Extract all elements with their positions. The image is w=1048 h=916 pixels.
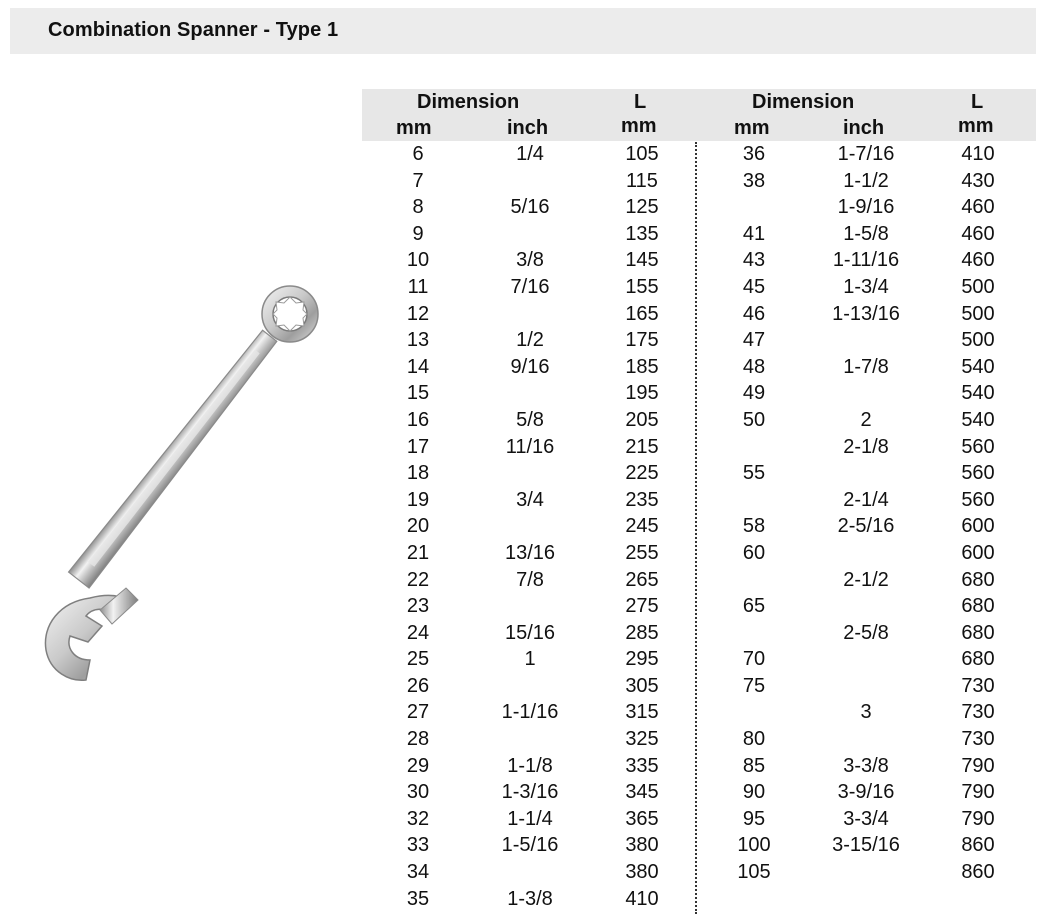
- table-row: [698, 673, 1038, 700]
- size-table-left: [362, 89, 702, 912]
- length-cell: 860: [961, 861, 995, 884]
- mm-cell: 23: [406, 595, 430, 618]
- mm-cell: 48: [742, 355, 766, 378]
- length-cell: 145: [625, 249, 659, 272]
- mm-cell: 58: [742, 515, 766, 538]
- inch-cell: 15/16: [504, 621, 556, 644]
- table-row: [362, 859, 702, 886]
- table-row: [362, 593, 702, 620]
- table-body: [698, 141, 1038, 886]
- table-row: [698, 274, 1038, 301]
- length-cell: 115: [626, 169, 658, 192]
- inch-cell: 1-13/16: [832, 302, 900, 325]
- inch-cell: 13/16: [504, 541, 556, 564]
- mm-cell: 15: [406, 382, 430, 405]
- table-row: [362, 327, 702, 354]
- mm-cell: 45: [742, 275, 766, 298]
- mm-cell: 43: [742, 249, 766, 272]
- mm-cell: 17: [406, 435, 430, 458]
- inch-cell: 1-3/16: [501, 781, 559, 804]
- mm-cell: 65: [742, 595, 766, 618]
- length-cell: 560: [961, 462, 995, 485]
- length-cell: 680: [961, 621, 995, 644]
- table-row: [362, 567, 702, 594]
- inch-cell: 1-5/16: [501, 834, 559, 857]
- table-row: [362, 673, 702, 700]
- length-cell: 380: [625, 861, 659, 884]
- length-cell: 460: [961, 249, 995, 272]
- mm-cell: 14: [406, 355, 430, 378]
- length-cell: 325: [625, 728, 659, 751]
- inch-cell: 2: [860, 408, 872, 431]
- dimension-header: Dimension: [752, 91, 855, 113]
- length-cell: 790: [961, 754, 995, 777]
- table-row: [698, 194, 1038, 221]
- mm-cell: 38: [742, 169, 766, 192]
- length-cell: 205: [625, 408, 659, 431]
- mm-cell: 6: [412, 143, 424, 165]
- inch-header: inch: [843, 117, 885, 139]
- mm-cell: 46: [742, 302, 766, 325]
- length-cell: 410: [961, 143, 995, 165]
- inch-cell: 1/2: [516, 329, 544, 352]
- dimension-header: Dimension: [417, 91, 520, 113]
- length-cell: 730: [961, 674, 995, 697]
- table-row: [362, 168, 702, 195]
- inch-cell: 3-9/16: [837, 781, 895, 804]
- length-cell: 680: [961, 595, 995, 618]
- mm-cell: 28: [406, 728, 430, 751]
- length-unit-header: mm: [621, 115, 657, 137]
- table-row: [698, 567, 1038, 594]
- length-cell: 500: [961, 302, 995, 325]
- mm-cell: 20: [406, 515, 430, 538]
- table-row: [698, 726, 1038, 753]
- table-row: [698, 141, 1038, 168]
- mm-cell: 34: [406, 861, 430, 884]
- table-row: [362, 699, 702, 726]
- length-cell: 235: [625, 488, 659, 511]
- mm-cell: 29: [406, 754, 430, 777]
- table-row: [698, 806, 1038, 833]
- length-cell: 365: [625, 807, 659, 830]
- table-row: [698, 407, 1038, 434]
- table-body: [362, 141, 702, 912]
- table-row: [362, 753, 702, 780]
- length-cell: 500: [961, 275, 995, 298]
- inch-cell: 1-5/8: [843, 222, 889, 245]
- mm-cell: 85: [742, 754, 766, 777]
- table-row: [362, 513, 702, 540]
- mm-cell: 13: [406, 329, 430, 352]
- mm-cell: 100: [737, 834, 771, 857]
- table-row: [362, 540, 702, 567]
- length-cell: 680: [961, 648, 995, 671]
- mm-cell: 24: [406, 621, 430, 644]
- length-cell: 105: [625, 143, 659, 165]
- length-cell: 730: [961, 728, 995, 751]
- inch-cell: 1-1/8: [507, 754, 553, 777]
- inch-header: inch: [507, 117, 549, 139]
- mm-header: mm: [396, 117, 432, 139]
- inch-cell: 3/4: [516, 488, 544, 511]
- inch-cell: 2-1/4: [843, 488, 889, 511]
- length-cell: 165: [625, 302, 659, 325]
- table-row: [698, 460, 1038, 487]
- mm-cell: 60: [742, 541, 766, 564]
- length-cell: 430: [961, 169, 995, 192]
- length-cell: 790: [961, 781, 995, 804]
- length-cell: 125: [625, 196, 659, 219]
- mm-cell: 47: [742, 329, 766, 352]
- inch-cell: 2-5/16: [837, 515, 895, 538]
- inch-cell: 1-1/16: [501, 701, 559, 724]
- mm-header: mm: [734, 117, 770, 139]
- length-cell: 730: [961, 701, 995, 724]
- length-cell: 345: [625, 781, 659, 804]
- length-cell: 295: [625, 648, 659, 671]
- mm-cell: 32: [406, 807, 430, 830]
- length-cell: 560: [961, 435, 995, 458]
- length-cell: 185: [625, 355, 659, 378]
- length-unit-header: mm: [958, 115, 994, 137]
- length-header: L: [634, 91, 647, 113]
- table-row: [698, 487, 1038, 514]
- table-row: [698, 434, 1038, 461]
- inch-cell: 2-1/2: [843, 568, 889, 591]
- length-cell: 600: [961, 515, 995, 538]
- length-cell: 175: [625, 329, 659, 352]
- table-row: [362, 141, 702, 168]
- mm-cell: 95: [742, 807, 766, 830]
- mm-cell: 36: [742, 143, 766, 165]
- inch-cell: 9/16: [510, 355, 550, 378]
- length-cell: 500: [961, 329, 995, 352]
- length-cell: 790: [961, 807, 995, 830]
- table-row: [698, 540, 1038, 567]
- table-row: [698, 753, 1038, 780]
- inch-cell: 1-3/8: [507, 887, 553, 910]
- mm-cell: 90: [742, 781, 766, 804]
- inch-cell: 5/8: [516, 408, 544, 431]
- table-row: [698, 699, 1038, 726]
- mm-cell: 55: [742, 462, 766, 485]
- inch-cell: 3-3/8: [843, 754, 889, 777]
- inch-cell: 1-7/16: [837, 143, 895, 165]
- table-row: [698, 301, 1038, 328]
- length-cell: 305: [625, 674, 659, 697]
- mm-cell: 80: [742, 728, 766, 751]
- inch-cell: 7/16: [510, 275, 550, 298]
- length-cell: 275: [625, 595, 659, 618]
- table-row: [362, 301, 702, 328]
- table-row: [362, 886, 702, 913]
- length-cell: 195: [625, 382, 659, 405]
- table-row: [362, 407, 702, 434]
- inch-cell: 2-1/8: [843, 435, 889, 458]
- mm-cell: 25: [406, 648, 430, 671]
- length-cell: 135: [625, 222, 659, 245]
- length-cell: 460: [961, 196, 995, 219]
- mm-cell: 8: [412, 196, 424, 219]
- table-row: [362, 646, 702, 673]
- length-cell: 540: [961, 355, 995, 378]
- inch-cell: 1-3/4: [843, 275, 889, 298]
- length-cell: 680: [961, 568, 995, 591]
- mm-cell: 35: [406, 887, 430, 910]
- inch-cell: 3/8: [516, 249, 544, 272]
- length-cell: 860: [961, 834, 995, 857]
- table-row: [698, 354, 1038, 381]
- table-row: [698, 221, 1038, 248]
- length-cell: 410: [625, 887, 659, 910]
- mm-cell: 19: [406, 488, 430, 511]
- inch-cell: 1-7/8: [843, 355, 889, 378]
- inch-cell: 1-1/4: [507, 807, 553, 830]
- mm-cell: 26: [406, 674, 430, 697]
- inch-cell: 3: [860, 701, 872, 724]
- inch-cell: 2-5/8: [843, 621, 889, 644]
- table-row: [698, 646, 1038, 673]
- inch-cell: 1: [524, 648, 536, 671]
- inch-cell: 11/16: [505, 435, 555, 458]
- table-row: [698, 620, 1038, 647]
- length-cell: 560: [961, 488, 995, 511]
- table-row: [698, 168, 1038, 195]
- table-row: [698, 779, 1038, 806]
- table-row: [362, 779, 702, 806]
- page-title: Combination Spanner - Type 1: [48, 19, 339, 41]
- table-row: [362, 221, 702, 248]
- length-cell: 600: [961, 541, 995, 564]
- length-header: L: [971, 91, 984, 113]
- mm-cell: 70: [742, 648, 766, 671]
- table-row: [362, 806, 702, 833]
- inch-cell: 1-9/16: [837, 196, 895, 219]
- mm-cell: 50: [742, 408, 766, 431]
- mm-cell: 49: [742, 382, 766, 405]
- column-divider: [695, 142, 697, 914]
- mm-cell: 105: [737, 861, 771, 884]
- table-row: [698, 832, 1038, 859]
- mm-cell: 16: [406, 408, 430, 431]
- inch-cell: 1-1/2: [843, 169, 889, 192]
- table-header: [362, 89, 702, 141]
- mm-cell: 33: [406, 834, 430, 857]
- table-row: [698, 513, 1038, 540]
- table-row: [362, 460, 702, 487]
- table-row: [698, 380, 1038, 407]
- table-row: [362, 620, 702, 647]
- length-cell: 225: [625, 462, 659, 485]
- mm-cell: 18: [406, 462, 430, 485]
- table-row: [362, 726, 702, 753]
- length-cell: 460: [961, 222, 995, 245]
- inch-cell: 3-15/16: [832, 834, 900, 857]
- mm-cell: 21: [406, 541, 430, 564]
- mm-cell: 75: [742, 674, 766, 697]
- table-row: [698, 593, 1038, 620]
- length-cell: 215: [625, 435, 659, 458]
- table-row: [362, 247, 702, 274]
- mm-cell: 7: [412, 169, 424, 192]
- table-row: [362, 274, 702, 301]
- title-bar: [10, 8, 1036, 54]
- mm-cell: 41: [742, 222, 766, 245]
- mm-cell: 11: [407, 275, 429, 298]
- length-cell: 155: [625, 275, 659, 298]
- table-row: [698, 327, 1038, 354]
- length-cell: 540: [961, 408, 995, 431]
- mm-cell: 9: [412, 222, 424, 245]
- mm-cell: 27: [406, 701, 430, 724]
- table-row: [362, 487, 702, 514]
- inch-cell: 1-11/16: [832, 249, 900, 272]
- inch-cell: 3-3/4: [843, 807, 889, 830]
- inch-cell: 7/8: [516, 568, 544, 591]
- length-cell: 265: [625, 568, 659, 591]
- mm-cell: 30: [406, 781, 430, 804]
- mm-cell: 22: [406, 568, 430, 591]
- length-cell: 315: [625, 701, 659, 724]
- size-table-right: [698, 89, 1038, 886]
- length-cell: 335: [625, 754, 659, 777]
- table-row: [362, 380, 702, 407]
- length-cell: 380: [625, 834, 659, 857]
- table-header: [698, 89, 1038, 141]
- length-cell: 285: [625, 621, 659, 644]
- length-cell: 245: [625, 515, 659, 538]
- inch-cell: 1/4: [516, 143, 544, 165]
- length-cell: 540: [961, 382, 995, 405]
- table-row: [362, 434, 702, 461]
- mm-cell: 10: [406, 249, 430, 272]
- table-row: [362, 194, 702, 221]
- table-row: [362, 832, 702, 859]
- combination-spanner-image: [30, 280, 350, 700]
- table-row: [362, 354, 702, 381]
- table-row: [698, 247, 1038, 274]
- mm-cell: 12: [406, 302, 430, 325]
- inch-cell: 5/16: [510, 196, 550, 219]
- table-row: [698, 859, 1038, 886]
- length-cell: 255: [625, 541, 659, 564]
